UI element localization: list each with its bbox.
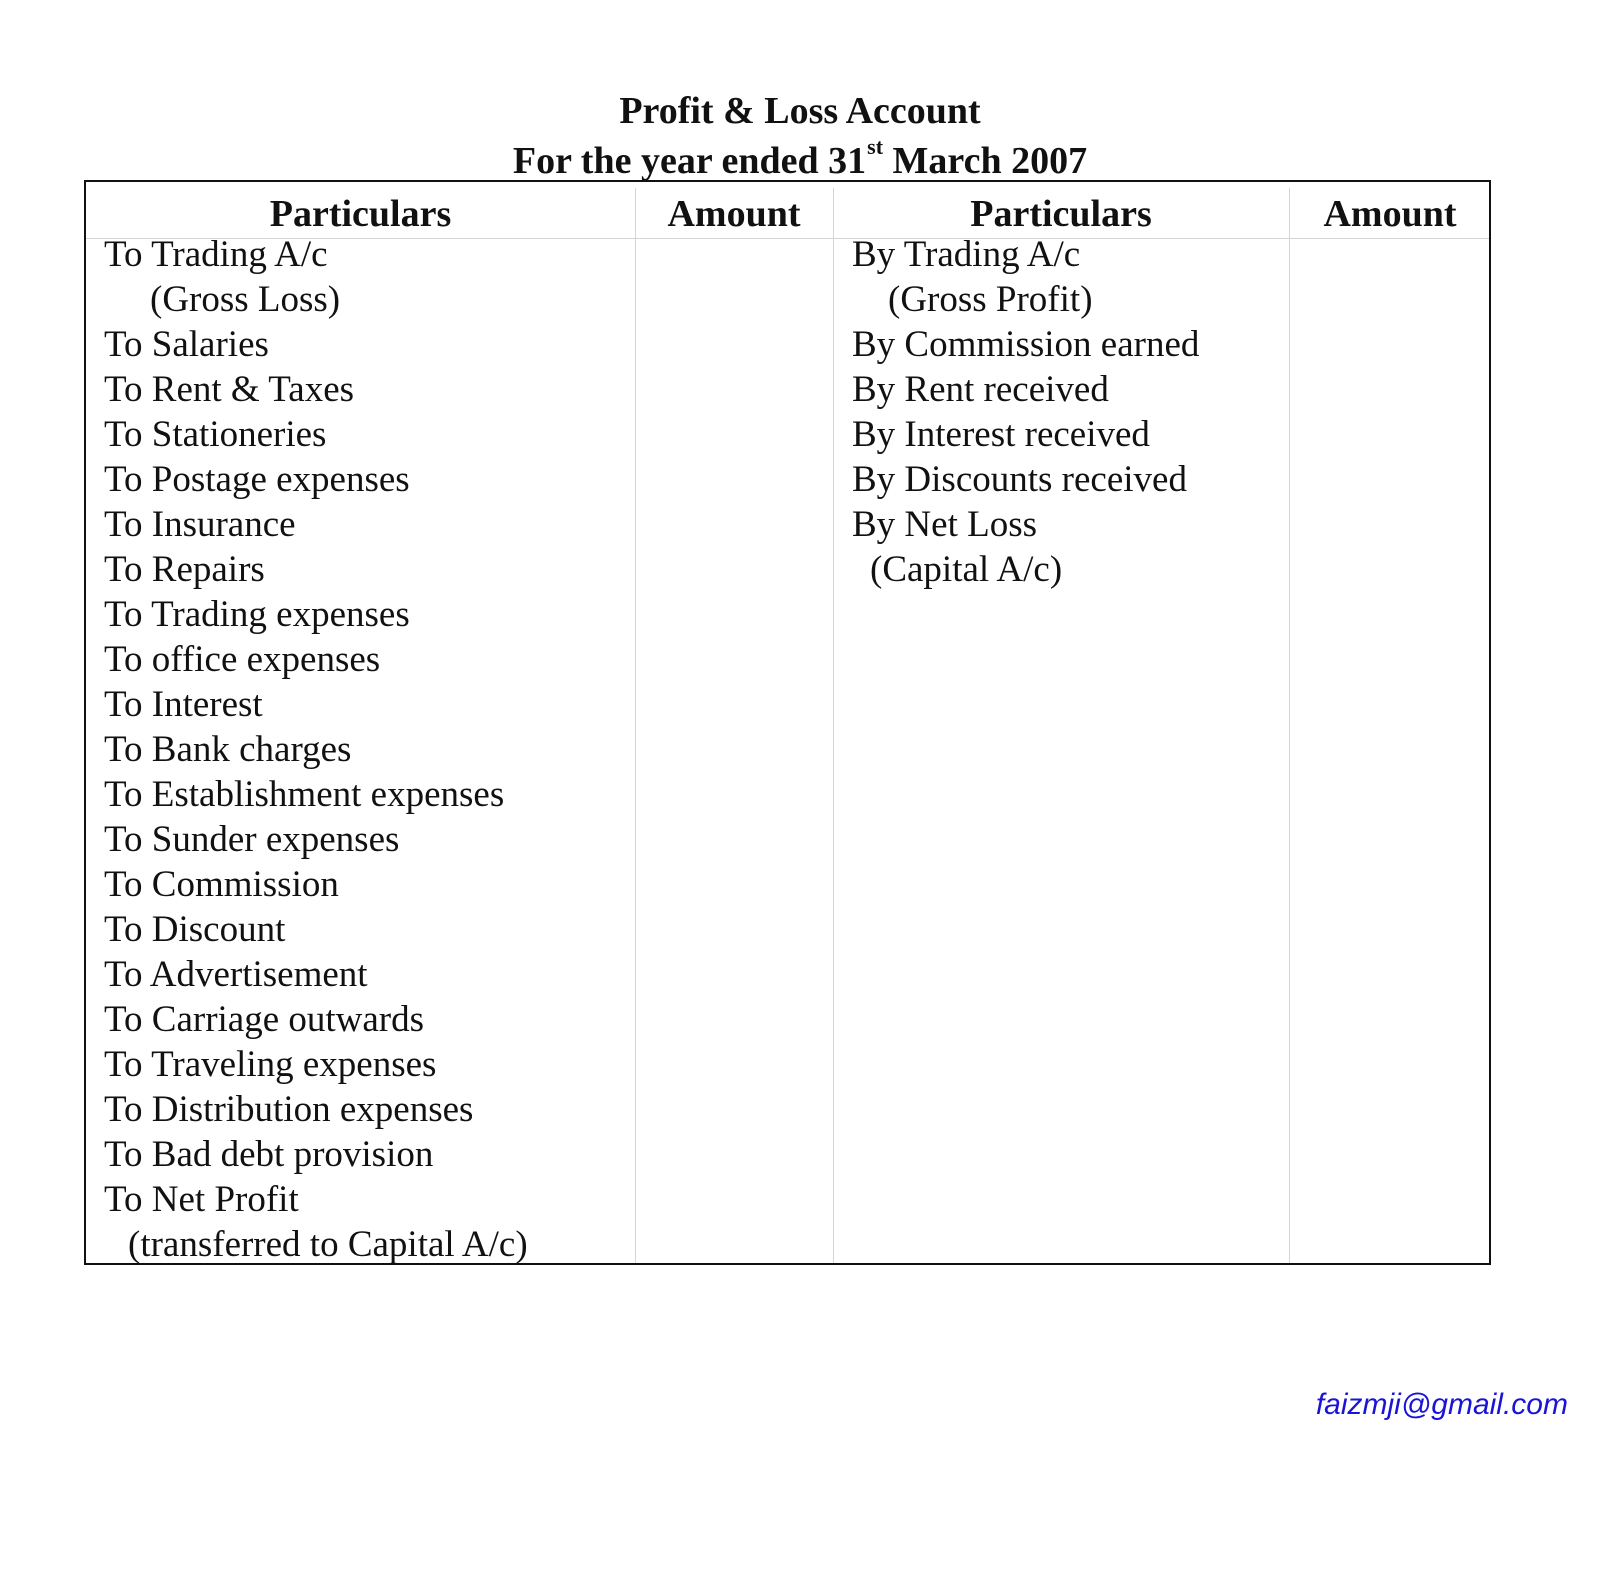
list-item: By Trading A/c [852,234,1081,275]
list-item: To Insurance [104,504,296,545]
page-subtitle [0,134,1600,182]
list-item: To Carriage outwards [104,999,425,1040]
list-item: By Commission earned [852,324,1200,365]
list-item: (Capital A/c) [870,549,1063,590]
debit-items-list [104,232,528,1267]
ledger-table [84,180,1491,1265]
list-item: To Salaries [104,324,269,365]
list-item: To Postage expenses [104,459,410,500]
list-item: By Interest received [852,414,1150,455]
list-item: (Gross Profit) [888,279,1093,320]
list-item: To Bad debt provision [104,1134,434,1175]
list-item: By Discounts received [852,459,1187,500]
list-item: To Interest [104,684,263,725]
center-divider [833,188,834,1263]
list-item: To Rent & Taxes [104,369,355,410]
list-item: To Distribution expenses [104,1089,474,1130]
list-item: By Rent received [852,369,1109,410]
author-email: faizmji@gmail.com [1315,1388,1568,1421]
list-item: To Commission [104,864,339,905]
list-item: To Stationeries [104,414,327,455]
list-item: To Discount [104,909,286,950]
list-item: To Net Profit [104,1179,299,1220]
list-item: To Bank charges [104,729,352,770]
list-item: To Trading A/c [104,234,328,275]
header-right-particulars: Particulars [970,193,1152,235]
header-left-amount: Amount [667,193,801,235]
subtitle-ordinal: st [867,134,884,159]
list-item: (transferred to Capital A/c) [128,1224,528,1265]
list-item: To Sunder expenses [104,819,400,860]
list-item: To Establishment expenses [104,774,505,815]
list-item: To office expenses [104,639,381,680]
list-item: To Advertisement [104,954,368,995]
header-right-amount: Amount [1323,193,1457,235]
subtitle-suffix: March 2007 [883,140,1088,182]
column-divider [1289,188,1290,1263]
list-item: (Gross Loss) [150,279,341,320]
list-item: To Trading expenses [104,594,410,635]
page-title: Profit & Loss Account [619,90,981,132]
list-item: To Repairs [104,549,265,590]
credit-items-list [852,232,1199,592]
header-left-particulars: Particulars [269,193,452,235]
subtitle-prefix: For the year ended 31 [512,140,867,182]
list-item: By Net Loss [852,504,1037,545]
list-item: To Traveling expenses [104,1044,437,1085]
column-divider [635,188,636,1263]
